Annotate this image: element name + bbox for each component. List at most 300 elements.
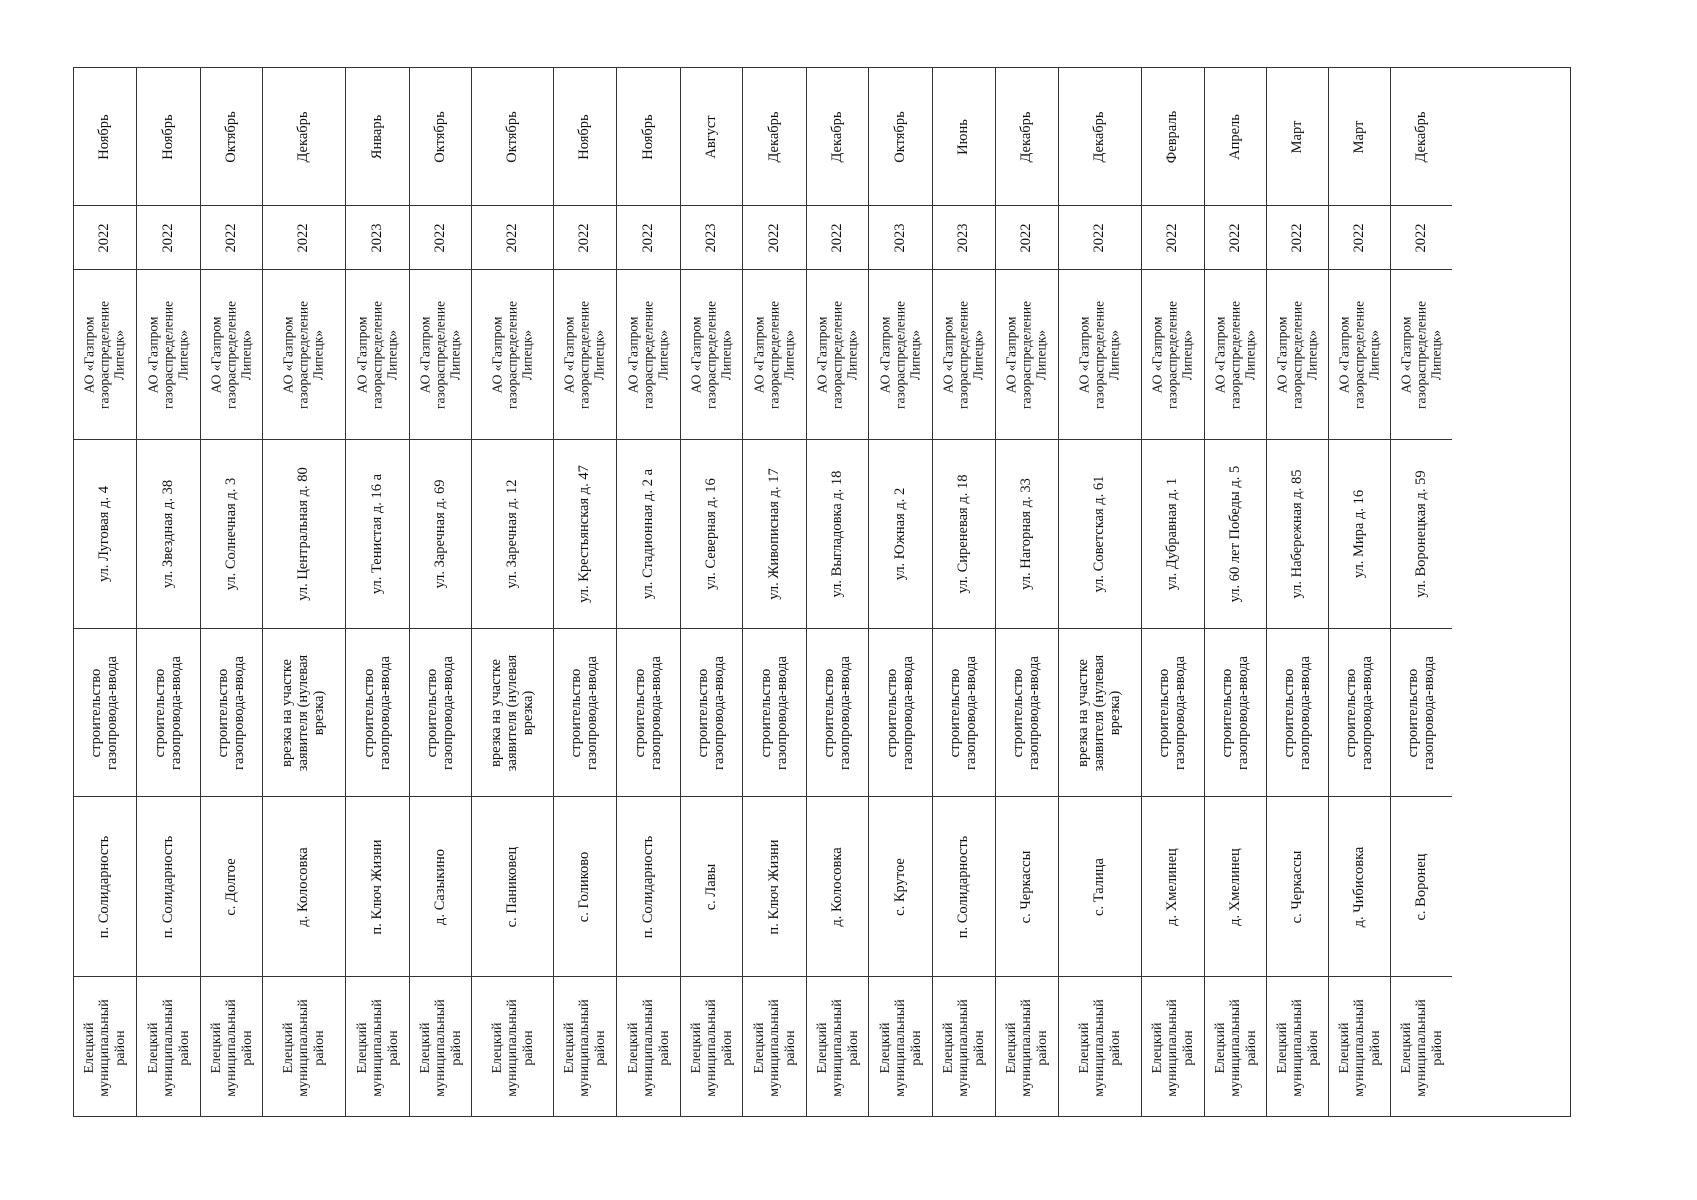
locality-cell [1329,797,1390,977]
address-cell [1329,440,1390,629]
month-cell [1267,68,1328,206]
year-cell-text: 2022 [576,223,593,252]
organization-cell-text: АО «Газпром газораспределение Липецк» [814,300,859,409]
district-cell-text: Елецкий муниципальный район [1076,998,1123,1097]
address-cell-text: ул. Живописная д. 17 [765,468,782,600]
district-cell-text: Елецкий муниципальный район [354,998,401,1097]
locality-cell-text: д. Хмелинец [1164,847,1181,926]
locality-cell-text: д. Хмелинец [1226,847,1243,926]
work-type-cell [996,629,1058,797]
organization-cell-text: АО «Газпром газораспределение Липецк» [625,300,670,409]
organization-cell-text: АО «Газпром газораспределение Липецк» [561,300,607,409]
year-cell-text: 2022 [295,223,312,252]
month-cell [1205,68,1266,206]
organization-cell [1329,270,1390,440]
district-cell-text: Елецкий муниципальный район [1212,998,1259,1097]
year-cell [201,206,262,270]
month-cell-text: Декабрь [1412,111,1429,163]
month-cell [869,68,932,206]
district-cell [74,977,136,1118]
organization-cell [74,270,136,440]
year-cell [617,206,680,270]
organization-cell-text: АО «Газпром газораспределение Липецк» [688,300,733,409]
work-type-cell [346,629,409,797]
year-cell-text: 2022 [96,223,113,252]
organization-cell [743,270,806,440]
work-type-cell-text: строительство газопровода-ввода [1404,655,1437,770]
organization-cell-text: АО «Газпром газораспределение Липецк» [417,300,462,409]
table-row [263,68,346,1116]
district-cell-text: Елецкий муниципальный район [208,998,255,1097]
month-cell-text: Ноябрь [96,113,113,160]
address-cell-text: ул. 60 лет Победы д. 5 [1226,465,1243,603]
district-cell [1059,977,1141,1118]
address-cell [554,440,616,629]
work-type-cell [472,629,553,797]
year-cell-text: 2022 [1350,223,1367,252]
year-cell [743,206,806,270]
organization-cell-text: АО «Газпром газораспределение Липецк» [1336,300,1381,409]
work-type-cell [1329,629,1390,797]
locality-cell-text: с. Черкассы [1018,850,1035,923]
locality-cell-text: д. Чибисовка [1350,846,1367,927]
address-cell [869,440,932,629]
month-cell [1329,68,1390,206]
locality-cell-text: п. Солидарность [955,835,972,938]
organization-cell [472,270,553,440]
district-cell [933,977,995,1118]
month-cell [472,68,553,206]
work-type-cell [74,629,136,797]
work-type-cell [681,629,742,797]
work-type-cell-text: строительство газопровода-ввода [631,655,664,770]
work-type-cell-text: строительство газопровода-ввода [694,655,727,770]
locality-cell [1391,797,1452,977]
month-cell-text: Апрель [1226,113,1243,160]
district-cell [1329,977,1390,1118]
table-row [137,68,201,1116]
month-cell-text: Март [1350,120,1367,153]
work-type-cell [410,629,471,797]
work-type-cell [137,629,200,797]
district-cell-text: Елецкий муниципальный район [1274,998,1321,1097]
month-cell [201,68,262,206]
year-cell [933,206,995,270]
work-type-cell [1205,629,1266,797]
work-type-cell [1267,629,1328,797]
work-type-cell [554,629,616,797]
locality-cell [1205,797,1266,977]
address-cell [681,440,742,629]
locality-cell [1059,797,1141,977]
organization-cell [1205,270,1266,440]
district-cell [996,977,1058,1118]
address-cell [617,440,680,629]
district-cell [472,977,553,1118]
work-type-cell-text: строительство газопровода-ввода [1280,655,1313,770]
work-type-cell [807,629,868,797]
month-cell [410,68,471,206]
year-cell-text: 2023 [891,223,908,252]
year-cell [1205,206,1266,270]
year-cell-text: 2022 [828,223,845,252]
work-type-cell-text: строительство газопровода-ввода [1342,655,1375,770]
address-cell-text: ул. Заречная д. 69 [431,479,448,589]
work-type-cell [743,629,806,797]
address-cell-text: ул. Стадионная д. 2 а [639,468,656,600]
month-cell-text: Август [702,114,719,159]
work-type-cell [1142,629,1204,797]
address-cell [743,440,806,629]
locality-cell-text: с. Талица [1091,857,1108,916]
district-cell-text: Елецкий муниципальный район [1003,998,1050,1097]
address-cell [807,440,868,629]
table-row [869,68,933,1116]
month-cell [617,68,680,206]
year-cell-text: 2022 [431,223,448,252]
month-cell [996,68,1058,206]
year-cell [410,206,471,270]
month-cell [346,68,409,206]
work-type-cell-text: строительство газопровода-ввода [883,655,916,770]
organization-cell-text: АО «Газпром газораспределение Липецк» [489,300,534,409]
work-type-cell-text: врезка на участке заявителя (нулевая врезка) [487,654,536,771]
table-row [346,68,410,1116]
year-cell-text: 2022 [1091,223,1108,252]
address-cell [1267,440,1328,629]
year-cell-text: 2022 [222,223,239,252]
work-type-cell [263,629,345,797]
district-cell-text: Елецкий муниципальный район [417,998,464,1097]
address-cell-text: ул. Солнечная д. 3 [222,477,239,591]
year-cell-text: 2023 [955,223,972,252]
year-cell-text: 2022 [1226,223,1243,252]
work-type-cell-text: строительство газопровода-ввода [88,655,120,770]
year-cell [1391,206,1452,270]
address-cell-text: ул. Выгладовка д. 18 [828,470,845,598]
work-type-cell-text: строительство газопровода-ввода [947,655,979,770]
organization-cell [681,270,742,440]
table-row [1205,68,1267,1116]
address-cell-text: ул. Советская д. 61 [1091,475,1108,593]
locality-cell-text: п. Ключ Жизни [765,838,782,935]
locality-cell [869,797,932,977]
organization-cell-text: АО «Газпром газораспределение Липецк» [1398,300,1443,409]
month-cell-text: Октябрь [431,110,448,163]
month-cell-text: Февраль [1164,110,1181,163]
locality-cell [996,797,1058,977]
address-cell-text: ул. Дубравная д. 1 [1164,477,1181,591]
work-type-cell-text: строительство газопровода-ввода [757,655,790,770]
month-cell [1142,68,1204,206]
address-cell [1142,440,1204,629]
locality-cell [137,797,200,977]
table-row [996,68,1059,1116]
organization-cell [996,270,1058,440]
district-cell [137,977,200,1118]
organization-cell-text: АО «Газпром газораспределение Липецк» [751,300,796,409]
locality-cell-text: с. Долгое [222,857,239,916]
address-cell [201,440,262,629]
address-cell [346,440,409,629]
table-row [554,68,617,1116]
address-cell [1391,440,1452,629]
table-row [681,68,743,1116]
locality-cell [554,797,616,977]
work-type-cell-text: строительство газопровода-ввода [1010,655,1042,770]
district-cell [410,977,471,1118]
locality-cell [472,797,553,977]
locality-cell [807,797,868,977]
work-type-cell [933,629,995,797]
address-cell-text: ул. Луговая д. 4 [96,486,113,582]
work-type-cell-text: строительство газопровода-ввода [151,655,184,770]
table-row [1267,68,1329,1116]
month-cell [1391,68,1452,206]
table-row [472,68,554,1116]
work-type-cell [1391,629,1452,797]
district-cell [201,977,262,1118]
year-cell [1059,206,1141,270]
locality-cell [617,797,680,977]
locality-cell [74,797,136,977]
work-type-cell-text: строительство газопровода-ввода [360,655,393,770]
month-cell-text: Ноябрь [576,113,593,160]
organization-cell-text: АО «Газпром газораспределение Липецк» [280,300,326,409]
locality-cell-text: с. Черкассы [1288,850,1305,923]
district-cell-text: Елецкий муниципальный район [561,998,608,1097]
table-row [1391,68,1452,1116]
year-cell-text: 2022 [1412,223,1429,252]
district-cell-text: Елецкий муниципальный район [1336,998,1383,1097]
work-type-cell-text: строительство газопровода-ввода [820,655,853,770]
address-cell-text: ул. Набережная д. 85 [1288,469,1305,599]
month-cell [263,68,345,206]
organization-cell [1391,270,1452,440]
district-cell [346,977,409,1118]
month-cell-text: Октябрь [503,110,520,163]
locality-cell [1267,797,1328,977]
organization-cell-text: АО «Газпром газораспределение Липецк» [940,300,986,409]
address-cell [1205,440,1266,629]
address-cell-text: ул. Тенистая д. 16 а [368,473,385,595]
month-cell [1059,68,1141,206]
locality-cell-text: с. Воронец [1412,852,1429,921]
district-cell-text: Елецкий муниципальный район [145,998,192,1097]
year-cell-text: 2022 [639,223,656,252]
year-cell-text: 2022 [765,223,782,252]
address-cell-text: ул. Звездная д. 38 [159,479,176,589]
district-cell-text: Елецкий муниципальный район [1398,998,1445,1097]
organization-cell [346,270,409,440]
month-cell-text: Декабрь [828,111,845,163]
organization-cell [137,270,200,440]
work-type-cell [869,629,932,797]
table-row [1059,68,1142,1116]
month-cell [807,68,868,206]
year-cell-text: 2022 [1288,223,1305,252]
organization-cell [1267,270,1328,440]
year-cell [807,206,868,270]
locality-cell-text: п. Ключ Жизни [368,838,385,935]
address-cell-text: ул. Воронецкая д. 59 [1412,470,1429,598]
table-row [1329,68,1391,1116]
organization-cell [201,270,262,440]
organization-cell-text: АО «Газпром газораспределение Липецк» [1003,300,1049,409]
organization-cell-text: АО «Газпром газораспределение Липецк» [1274,300,1319,409]
address-cell [996,440,1058,629]
locality-cell-text: с. Голиково [576,851,593,922]
district-cell-text: Елецкий муниципальный район [489,998,536,1097]
address-cell-text: ул. Мира д. 16 [1350,489,1367,579]
locality-cell-text: д. Колосовка [295,846,312,927]
locality-cell [201,797,262,977]
district-cell [807,977,868,1118]
locality-cell-text: с. Лавы [702,863,719,910]
organization-cell-text: АО «Газпром газораспределение Липецк» [1076,300,1122,409]
address-cell-text: ул. Заречная д. 12 [503,479,520,589]
year-cell-text: 2022 [1164,223,1181,252]
table-row [743,68,807,1116]
district-cell [617,977,680,1118]
month-cell-text: Июнь [955,118,972,155]
year-cell-text: 2023 [702,223,719,252]
locality-cell-text: п. Солидарность [639,835,656,938]
year-cell [681,206,742,270]
district-cell-text: Елецкий муниципальный район [751,998,798,1097]
district-cell-text: Елецкий муниципальный район [688,998,735,1097]
work-type-cell-text: строительство газопровода-ввода [568,655,600,770]
organization-cell-text: АО «Газпром газораспределение Липецк» [81,300,127,409]
locality-cell [346,797,409,977]
organization-cell [410,270,471,440]
district-cell [1205,977,1266,1118]
organization-cell [617,270,680,440]
address-cell [74,440,136,629]
year-cell [1142,206,1204,270]
organization-cell [807,270,868,440]
organization-cell-text: АО «Газпром газораспределение Липецк» [1212,300,1257,409]
district-cell [681,977,742,1118]
month-cell-text: Октябрь [891,110,908,163]
month-cell-text: Декабрь [1018,111,1035,163]
locality-cell [1142,797,1204,977]
year-cell [263,206,345,270]
locality-cell [263,797,345,977]
district-cell [1391,977,1452,1118]
address-cell [137,440,200,629]
month-cell-text: Ноябрь [159,113,176,160]
year-cell-text: 2023 [368,223,385,252]
month-cell-text: Март [1288,120,1305,153]
district-cell [263,977,345,1118]
locality-cell-text: д. Сазыкино [431,848,448,925]
year-cell [996,206,1058,270]
work-type-cell-text: врезка на участке заявителя (нулевая врезка) [1075,654,1123,771]
locality-cell-text: п. Солидарность [96,835,113,938]
address-cell-text: ул. Нагорная д. 33 [1018,478,1035,590]
table-row [933,68,996,1116]
locality-cell-text: д. Колосовка [828,846,845,927]
work-type-cell-text: строительство газопровода-ввода [1156,655,1188,770]
month-cell [74,68,136,206]
work-type-cell-text: строительство газопровода-ввода [423,655,456,770]
address-cell [933,440,995,629]
table-row [74,68,137,1116]
organization-cell-text: АО «Газпром газораспределение Липецк» [354,300,399,409]
year-cell [554,206,616,270]
year-cell [1267,206,1328,270]
work-type-cell [201,629,262,797]
month-cell-text: Октябрь [222,110,239,163]
work-type-cell-text: строительство газопровода-ввода [214,655,247,770]
district-cell-text: Елецкий муниципальный район [814,998,861,1097]
organization-cell-text: АО «Газпром газораспределение Липецк» [145,300,190,409]
month-cell [554,68,616,206]
year-cell [1329,206,1390,270]
organization-cell-text: АО «Газпром газораспределение Липецк» [877,300,922,409]
address-cell-text: ул. Крестьянская д. 47 [576,465,593,603]
locality-cell-text: с. Крутое [891,857,908,916]
year-cell [137,206,200,270]
work-type-cell-text: строительство газопровода-ввода [1218,655,1251,770]
locality-cell [933,797,995,977]
address-cell-text: ул. Южная д. 2 [891,487,908,581]
year-cell [472,206,553,270]
address-cell [410,440,471,629]
district-cell-text: Елецкий муниципальный район [280,998,327,1097]
month-cell-text: Декабрь [765,111,782,163]
organization-cell [933,270,995,440]
organization-cell [263,270,345,440]
address-cell-text: ул. Сиреневая д. 18 [955,474,972,594]
year-cell [346,206,409,270]
address-cell-text: ул. Северная д. 16 [702,478,719,590]
year-cell-text: 2022 [1018,223,1035,252]
table-row [1142,68,1205,1116]
year-cell [74,206,136,270]
organization-cell-text: АО «Газпром газораспределение Липецк» [1149,300,1195,409]
table-row [617,68,681,1116]
locality-cell [681,797,742,977]
address-cell-text: ул. Центральная д. 80 [295,467,312,601]
month-cell-text: Ноябрь [639,113,656,160]
work-type-cell [617,629,680,797]
locality-cell [410,797,471,977]
organization-cell [1059,270,1141,440]
address-cell [263,440,345,629]
locality-cell-text: п. Солидарность [159,835,176,938]
work-type-cell [1059,629,1141,797]
month-cell [933,68,995,206]
organization-cell-text: АО «Газпром газораспределение Липецк» [208,300,253,409]
table-row [201,68,263,1116]
address-cell [472,440,553,629]
organization-cell [869,270,932,440]
district-cell-text: Елецкий муниципальный район [940,998,987,1097]
district-cell [1267,977,1328,1118]
locality-cell [743,797,806,977]
month-cell-text: Январь [368,114,385,159]
month-cell [137,68,200,206]
district-cell [1142,977,1204,1118]
month-cell [743,68,806,206]
district-cell [743,977,806,1118]
data-table [73,67,1571,1117]
month-cell-text: Декабрь [295,111,312,163]
month-cell [681,68,742,206]
month-cell-text: Декабрь [1091,111,1108,163]
